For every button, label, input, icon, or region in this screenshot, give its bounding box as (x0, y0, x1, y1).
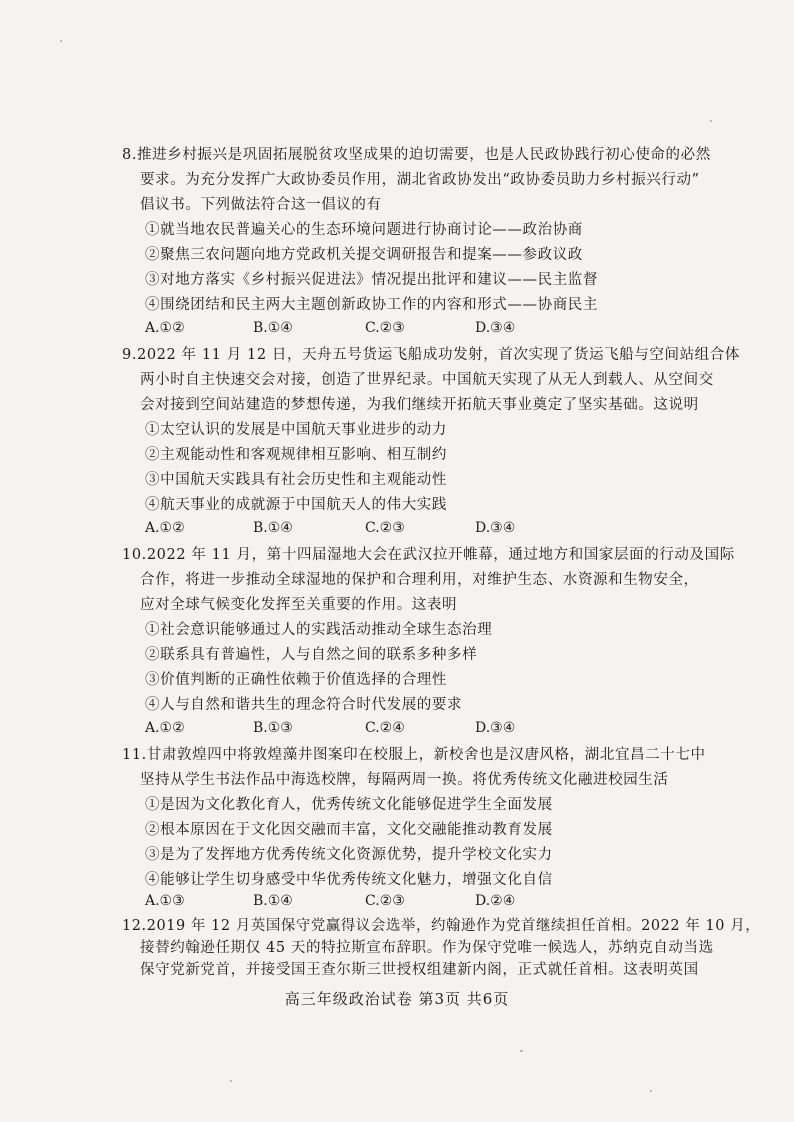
question-9-option-2: ②主观能动性和客观规律相互影响、相互制约 (145, 447, 447, 463)
choice-a: A.①③ (145, 893, 185, 909)
question-12-stem-line-1: 12.2019 年 12 月英国保守党赢得议会选举，约翰逊作为党首继续担任首相。2022 年 10 月， (122, 918, 761, 934)
question-11-option-2: ②根本原因在于文化因交融而丰富，文化交融能推动教育发展 (145, 822, 553, 838)
question-10-stem-line-3: 应对全球气候变化发挥至关重要的作用。这表明 (140, 597, 458, 613)
question-8-option-2: ②聚焦三农问题向地方党政机关提交调研报告和提案——参政议政 (145, 247, 583, 263)
question-10-option-1: ①社会意识能够通过人的实践活动推动全球生态治理 (145, 622, 493, 638)
question-10-stem-line-2: 合作，将进一步推动全球湿地的保护和合理利用，对维护生态、水资源和生物安全， (140, 572, 699, 588)
scan-speck (60, 40, 62, 42)
question-9-stem-line-1: 9.2022 年 11 月 12 日，天舟五号货运飞船成功发射，首次实现了货运飞船与空间站组合体 (122, 347, 740, 363)
scan-speck (710, 120, 712, 122)
choice-d: D.③④ (475, 320, 516, 336)
choice-b: B.①④ (253, 893, 293, 909)
question-12-stem-line-3: 保守党新党首，并接受国王查尔斯三世授权组建新内阁，正式就任首相。这表明英国 (140, 962, 699, 978)
question-10-option-3: ③价值判断的正确性依赖于价值选择的合理性 (145, 672, 447, 688)
question-8-option-3: ③对地方落实《乡村振兴促进法》情况提出批评和建议——民主监督 (145, 272, 598, 288)
choice-a: A.①② (145, 720, 185, 736)
choice-b: B.①③ (253, 720, 293, 736)
page-footer: 高三年级政治试卷 第3页 共6页 (284, 990, 510, 1008)
question-10-choices (145, 720, 565, 740)
question-8-option-4: ④围绕团结和民主两大主题创新政协工作的内容和形式——协商民主 (145, 297, 598, 313)
choice-d: D.③④ (475, 520, 516, 536)
choice-c: C.②③ (365, 320, 405, 336)
question-9-stem-line-3: 会对接到空间站建造的梦想传递，为我们继续开拓航天事业奠定了坚实基础。这说明 (140, 397, 699, 413)
question-11-option-4: ④能够让学生切身感受中华优秀传统文化魅力，增强文化自信 (145, 872, 553, 888)
question-8-option-1: ①就当地农民普遍关心的生态环境问题进行协商讨论——政治协商 (145, 222, 583, 238)
question-9-option-4: ④航天事业的成就源于中国航天人的伟大实践 (145, 497, 447, 513)
choice-d: D.②④ (475, 893, 516, 909)
question-8-stem-line-3: 倡议书。下列做法符合这一倡议的有 (140, 197, 382, 213)
question-9-choices (145, 520, 565, 540)
question-10-stem-line-1: 10.2022 年 11 月，第十四届湿地大会在武汉拉开帷幕，通过地方和国家层面的行动及国际 (122, 547, 735, 563)
choice-a: A.①② (145, 320, 185, 336)
question-8-stem-line-2: 要求。为充分发挥广大政协委员作用，湖北省政协发出“政协委员助力乡村振兴行动” (140, 172, 700, 188)
question-9-stem-line-2: 两小时自主快速交会对接，创造了世界纪录。中国航天实现了从无人到载人、从空间交 (140, 372, 714, 388)
question-10-option-2: ②联系具有普遍性，人与自然之间的联系多种多样 (145, 647, 478, 663)
question-8-choices (145, 320, 565, 340)
choice-d: D.③④ (475, 720, 516, 736)
choice-b: B.①④ (253, 520, 293, 536)
choice-c: C.②③ (365, 893, 405, 909)
question-10-option-4: ④人与自然和谐共生的理念符合时代发展的要求 (145, 697, 463, 713)
question-8-stem-line-1: 8.推进乡村振兴是巩固拓展脱贫攻坚成果的迫切需要，也是人民政协践行初心使命的必然 (122, 147, 711, 163)
question-9-option-3: ③中国航天实践具有社会历史性和主观能动性 (145, 472, 447, 488)
question-11-option-1: ①是因为文化教化育人，优秀传统文化能够促进学生全面发展 (145, 797, 553, 813)
choice-b: B.①④ (253, 320, 293, 336)
question-11-stem-line-2: 坚持从学生书法作品中海选校牌，每隔两周一换。将优秀传统文化融进校园生活 (140, 772, 669, 788)
choice-c: C.②③ (365, 520, 405, 536)
question-9-option-1: ①太空认识的发展是中国航天事业进步的动力 (145, 422, 447, 438)
scan-speck (520, 1050, 523, 1052)
choice-a: A.①② (145, 520, 185, 536)
question-11-option-3: ③是为了发挥地方优秀传统文化资源优势，提升学校文化实力 (145, 847, 553, 863)
scan-speck (230, 1080, 232, 1082)
question-12-stem-line-2: 接替约翰逊任期仅 45 天的特拉斯宣布辞职。作为保守党唯一候选人，苏纳克自动当选 (140, 940, 714, 956)
scan-speck (650, 1090, 652, 1092)
question-11-choices (145, 893, 565, 913)
question-11-stem-line-1: 11.甘肃敦煌四中将敦煌藻井图案印在校服上，新校舍也是汉唐风格，湖北宜昌二十七中 (122, 747, 706, 763)
choice-c: C.②④ (365, 720, 405, 736)
